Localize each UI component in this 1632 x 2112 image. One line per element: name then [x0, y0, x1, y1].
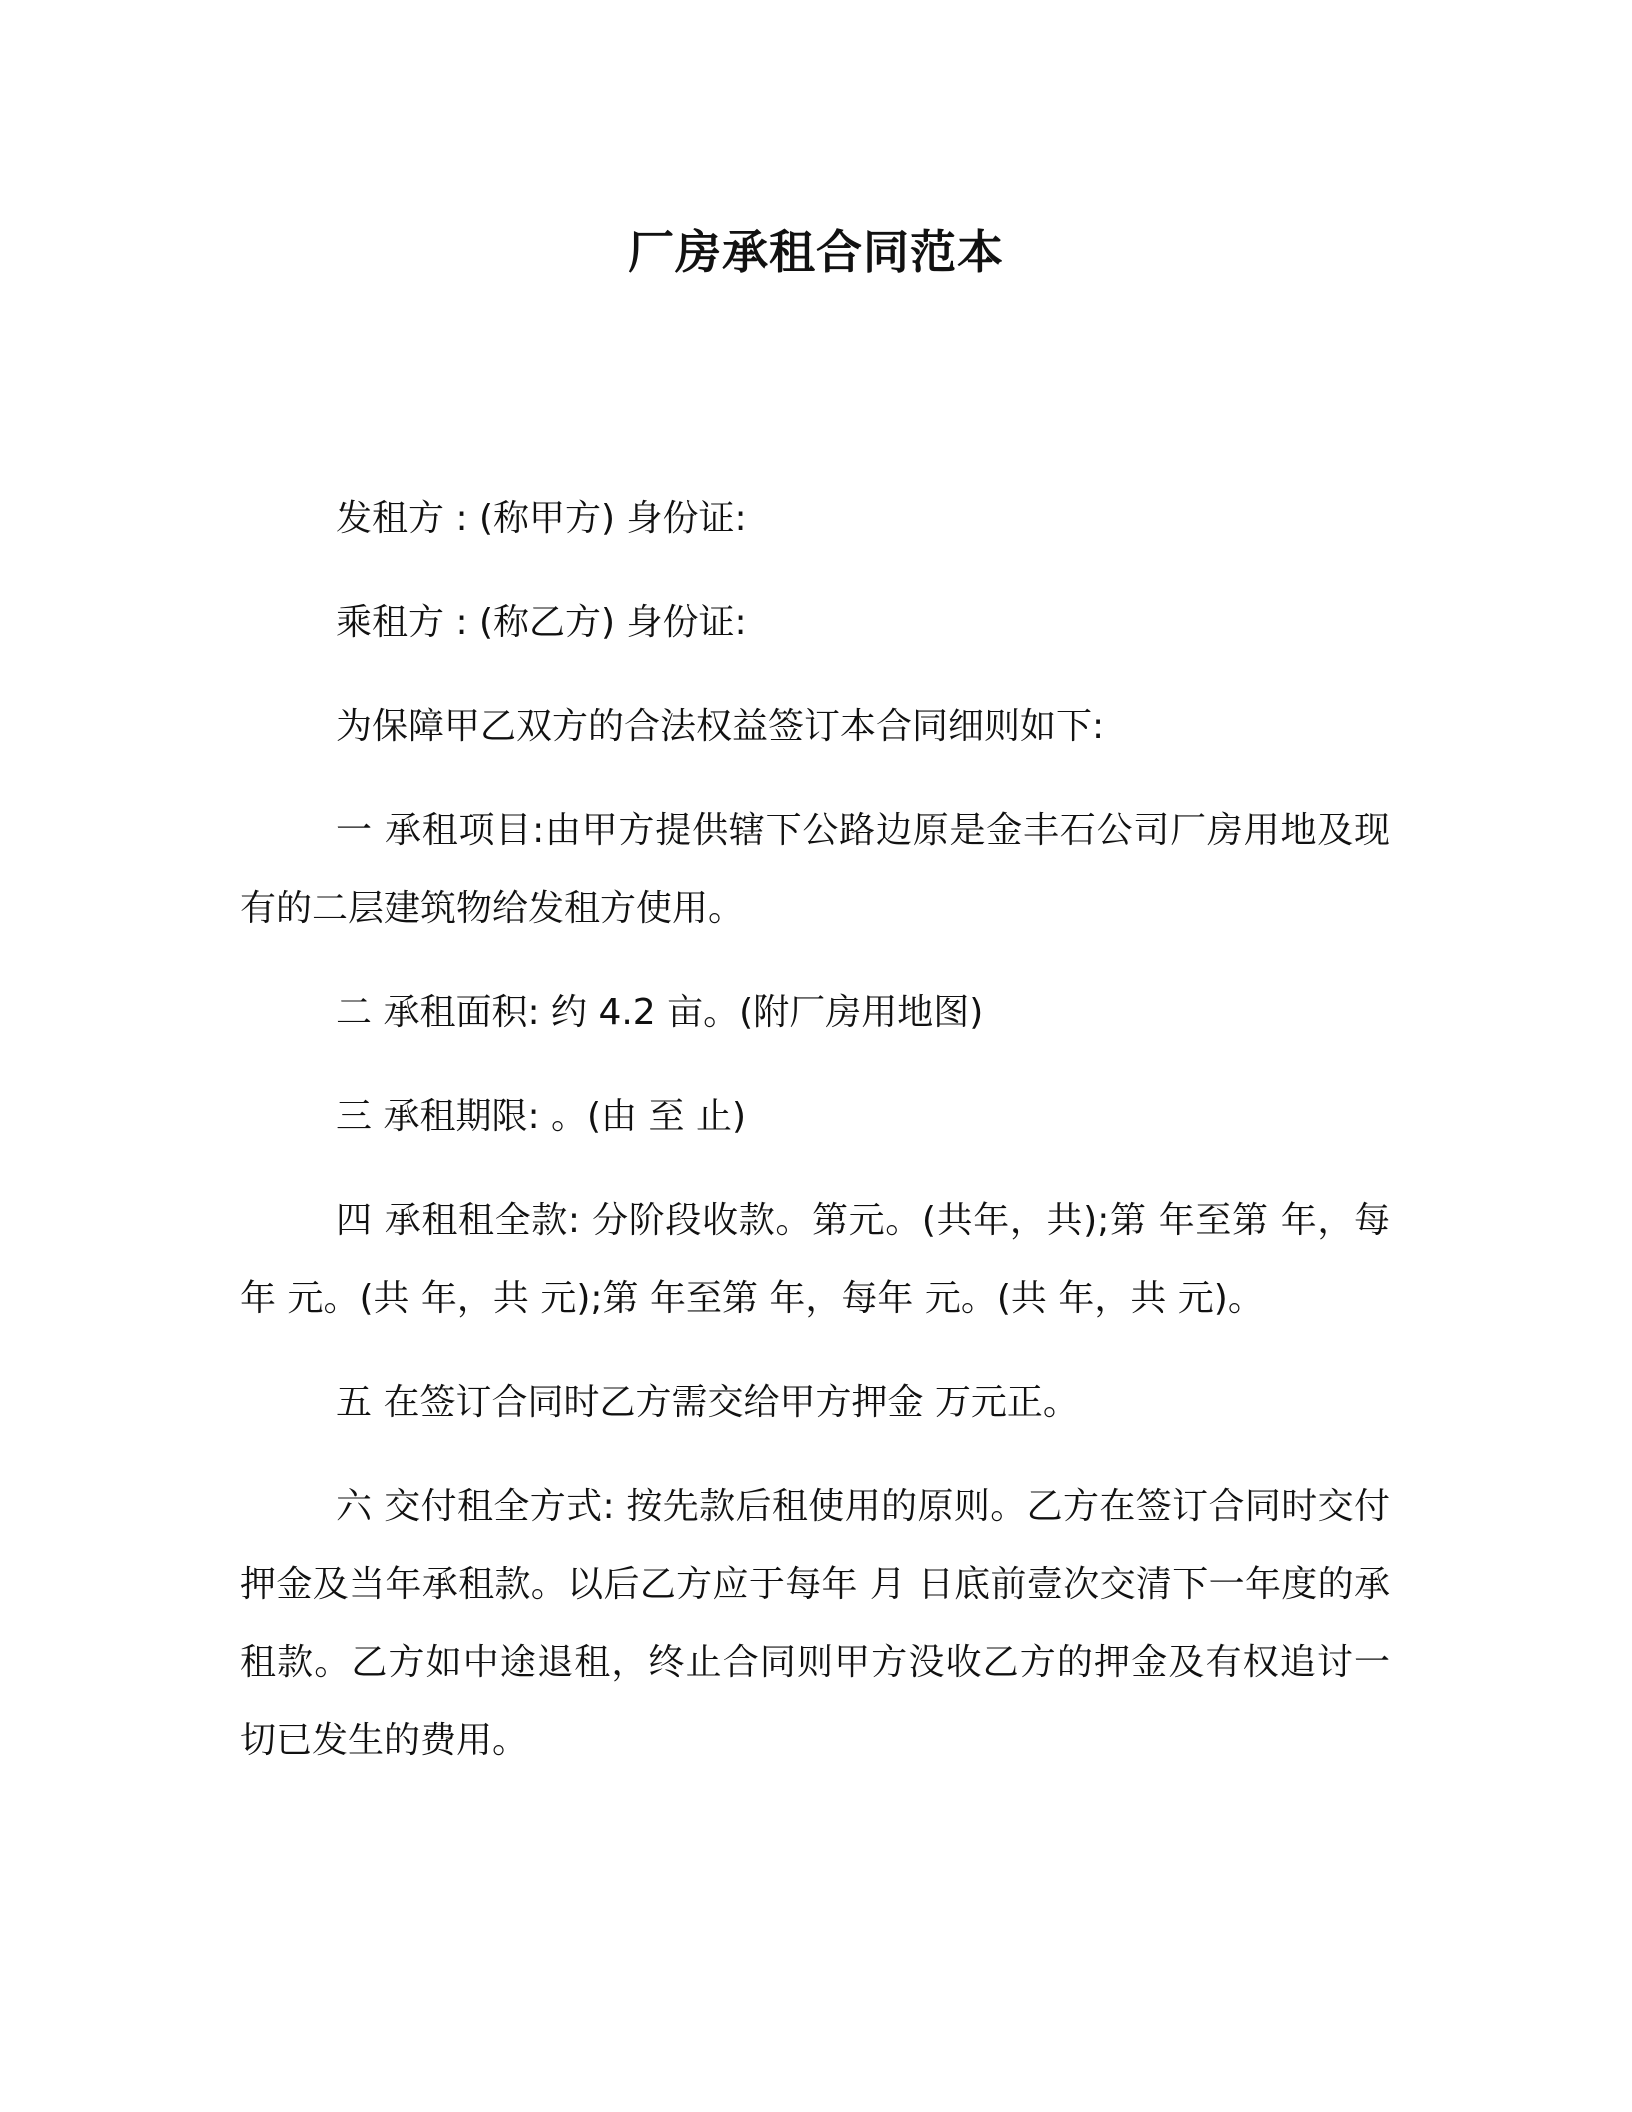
page-title: 厂房承租合同范本 — [628, 225, 1004, 279]
paragraph-clause-2: 二 承租面积: 约 4.2 亩。(附厂房用地图) — [336, 992, 984, 1033]
paragraph-lessee: 乘租方 : (称乙方) 身份证: — [336, 602, 747, 643]
paragraph-clause-4: 四 承租租全款: 分阶段收款。第元。(共年，共);第 年至第 年，每年 元。(共 年，共 元);第 年至第 年，每年 元。(共 年，共 元)。 — [240, 1200, 1390, 1319]
contract-body — [240, 480, 1390, 1806]
paragraph-clause-1: 一 承租项目:由甲方提供辖下公路边原是金丰石公司厂房用地及现有的二层建筑物给发租方使用。 — [240, 810, 1390, 929]
paragraph-clause-3: 三 承租期限: 。(由 至 止) — [336, 1096, 746, 1137]
paragraph-lessor: 发租方 : (称甲方) 身份证: — [336, 498, 747, 539]
paragraph-intro: 为保障甲乙双方的合法权益签订本合同细则如下: — [336, 706, 1105, 747]
paragraph-clause-6: 六 交付租全方式: 按先款后租使用的原则。乙方在签订合同时交付押金及当年承租款。以后乙方应于每年 月 日底前壹次交清下一年度的承租款。乙方如中途退租，终止合同则甲方没收乙方的押金及有权追讨一切已发生的费用。 — [240, 1486, 1390, 1761]
paragraph-clause-5: 五 在签订合同时乙方需交给甲方押金 万元正。 — [336, 1382, 1079, 1423]
